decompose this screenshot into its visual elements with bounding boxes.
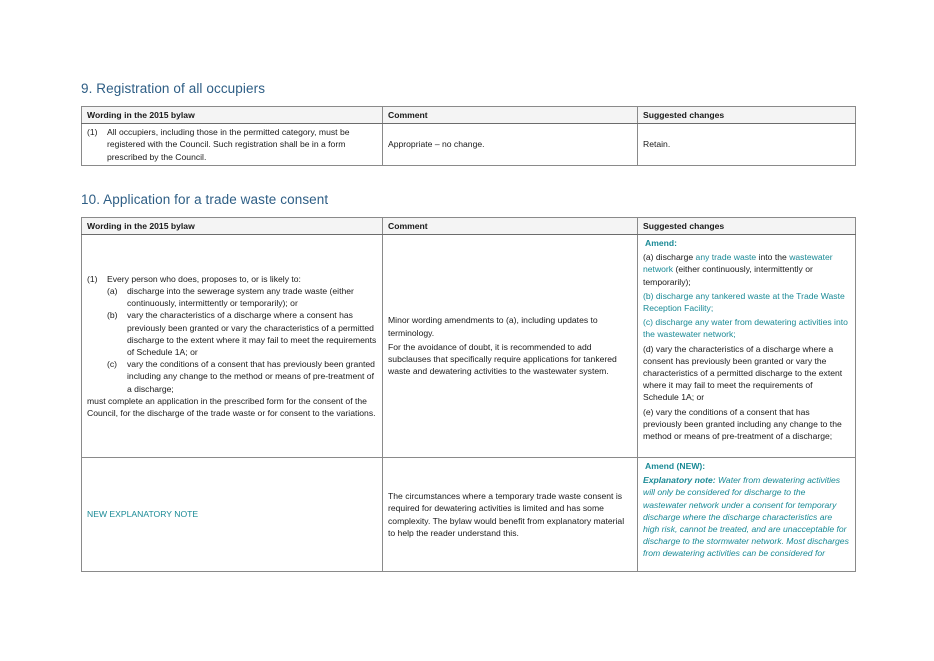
section-9-heading: 9. Registration of all occupiers [81, 81, 266, 96]
explanatory-note: Explanatory note: Water from dewatering activities will only be considered for discharge to the wastewater network under a consent for temporary discharge where the discharge characteristics are high risk, cannot be treated, and are unacceptable for discharge to the stormwater network. Most discharges from dewatering activities can be considered for [643, 475, 849, 559]
clause-closing: must complete an application in the prescribed form for the consent of the Council, for the discharge of the trade waste or for consent to the variations. [87, 395, 376, 419]
clause-number: (1) [87, 273, 98, 284]
clause-intro: Every person who does, proposes to, or is likely to: [107, 273, 301, 284]
suggested-clause-d: (d) vary the characteristics of a discharge where a consent has previously been granted or vary the characteristics of a permitted discharge to the extent where it may fail to meet the requirements of Schedule 1A; or [643, 343, 843, 403]
registration-table [81, 106, 856, 166]
table-row [82, 235, 856, 458]
subclause-letter: (a) [107, 285, 118, 296]
suggested-clause-c: (c) discharge any water from dewatering activities into the wastewater network; [643, 317, 848, 340]
subclause-letter: (b) [107, 310, 118, 321]
table-row [82, 124, 856, 166]
amend-label: Amend (NEW): [645, 461, 706, 471]
comment-paragraph: For the avoidance of doubt, it is recommended to add subclauses that specifically require applications for tankered waste and dewatering activities to the wastewater system. [388, 341, 617, 377]
section-10-heading: 10. Application for a trade waste consent [81, 192, 329, 207]
table-row [82, 458, 856, 572]
comment-cell: Appropriate – no change. [383, 124, 638, 166]
table-header-row [82, 107, 856, 124]
comment-cell: The circumstances where a temporary trade waste consent is required for dewatering activities is limited and has some complexity. The bylaw would benefit from explanatory material to help the reader understand this. [383, 458, 638, 572]
clause-text: All occupiers, including those in the permitted category, must be registered with the Council. Such registration shall be in a form prescribed by the Council. [107, 127, 350, 162]
wording-cell [82, 124, 383, 166]
comment-paragraph: Minor wording amendments to (a), including updates to terminology. [388, 315, 598, 338]
header-wording: Wording in the 2015 bylaw [82, 218, 383, 235]
header-suggested: Suggested changes [638, 218, 856, 235]
suggested-cell [638, 235, 856, 458]
subclause-text: vary the conditions of a consent that has previously been granted including any change to the method or means of pre-treatment of a discharge; [127, 359, 375, 394]
header-comment: Comment [383, 107, 638, 124]
wording-cell: NEW EXPLANATORY NOTE [82, 458, 383, 572]
subclause-letter: (c) [107, 359, 118, 370]
suggested-cell [638, 458, 856, 572]
subclause-text: discharge into the sewerage system any trade waste (either continuously, intermittently or temporarily); or [127, 285, 354, 309]
subclause-text: vary the characteristics of a discharge where a consent has previously been granted or vary the characteristics of a permitted discharge to the extent where it may fail to meet the requirements of Schedule 1A; or [127, 310, 377, 357]
wording-cell [82, 235, 383, 458]
suggested-clause-a: (a) discharge any trade waste into the wastewater network (either continuously, intermittently or temporarily); [643, 252, 833, 287]
suggested-clause-b: (b) discharge any tankered waste at the Trade Waste Reception Facility; [643, 290, 845, 314]
header-comment: Comment [383, 218, 638, 235]
clause-number: (1) [87, 127, 98, 138]
comment-cell [383, 235, 638, 458]
suggested-clause-e: (e) vary the conditions of a consent that has previously been granted including any change to the method or means of pre-treatment of a discharge; [643, 406, 842, 442]
table-header-row [82, 218, 856, 235]
application-table [81, 217, 856, 572]
amend-label: Amend: [645, 238, 677, 248]
suggested-cell: Retain. [638, 124, 856, 166]
header-wording: Wording in the 2015 bylaw [82, 107, 383, 124]
header-suggested: Suggested changes [638, 107, 856, 124]
